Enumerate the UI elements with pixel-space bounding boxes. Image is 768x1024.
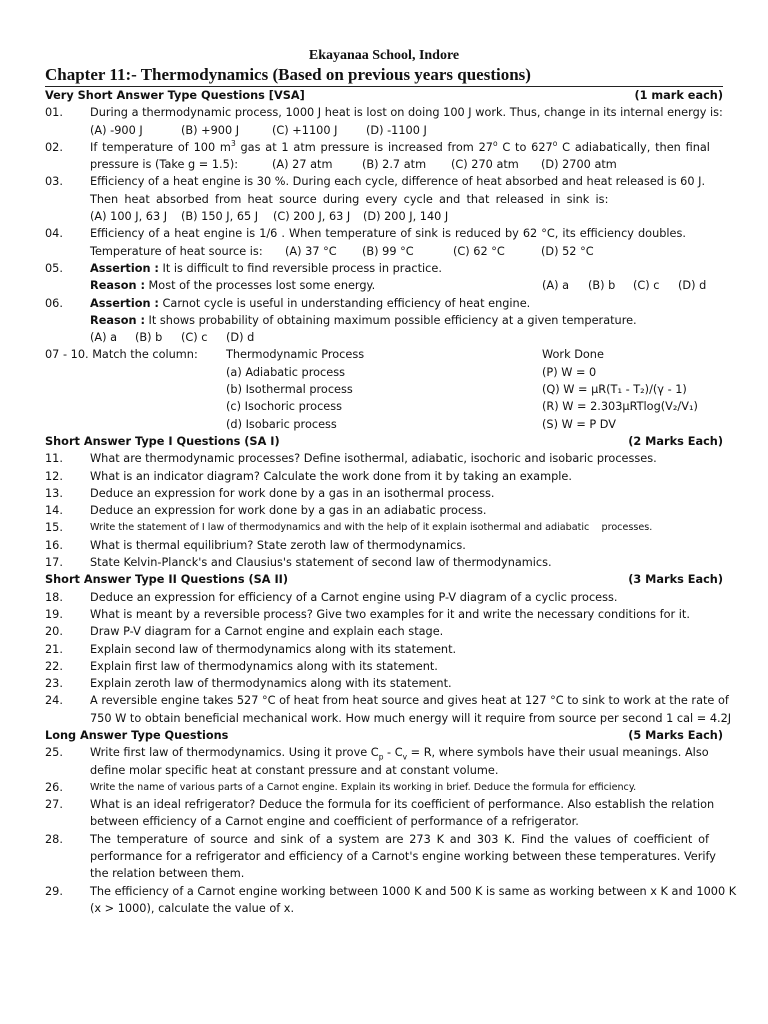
column-heading: Thermodynamic Process <box>226 348 365 362</box>
question-number: 16. <box>45 538 63 552</box>
question-text: What is thermal equilibrium? State zeroth law of thermodynamics. <box>90 538 466 552</box>
list-item: (a) Adiabatic process <box>226 365 345 379</box>
assertion: Assertion : Carnot cycle is useful in understanding efficiency of heat engine. <box>90 296 531 310</box>
question-number: 23. <box>45 677 63 691</box>
options <box>90 329 723 346</box>
question-04 <box>45 225 723 260</box>
question-text: Explain first law of thermodynamics along with its statement. <box>90 659 438 673</box>
section-marks: (2 Marks Each) <box>628 434 723 448</box>
question-17 <box>45 554 723 571</box>
section-title: Short Answer Type I Questions (SA I) <box>45 434 280 448</box>
question-03 <box>45 173 723 225</box>
question-number: 15. <box>45 521 63 535</box>
question-text-cont: define molar specific heat at constant pressure and at constant volume. <box>90 763 499 777</box>
question-number: 20. <box>45 625 63 639</box>
question-text: What are thermodynamic processes? Define isothermal, adiabatic, isochoric and isobaric processes. <box>90 452 657 466</box>
option-b: (B) b <box>135 331 163 345</box>
option-c: (C) 62 °C <box>453 244 505 258</box>
question-number: 29. <box>45 884 63 898</box>
question-15 <box>45 519 723 536</box>
question-text: What is an ideal refrigerator? Deduce the formula for its coefficient of performance. Also establish the relation <box>90 798 715 812</box>
section-heading-sa1 <box>45 433 723 450</box>
question-number: 18. <box>45 590 63 604</box>
question-text: What is meant by a reversible process? Give two examples for it and write the necessary conditions for it. <box>90 607 690 621</box>
option-d: (D) 2700 atm <box>541 158 617 172</box>
option-d: (D) d <box>226 331 255 345</box>
question-01 <box>45 104 723 139</box>
worksheet-page <box>45 47 737 917</box>
question-number: 22. <box>45 659 63 673</box>
question-text: Explain second law of thermodynamics along with its statement. <box>90 642 457 656</box>
question-21 <box>45 641 723 658</box>
option-a: (A) a <box>542 279 570 293</box>
option-d: (D) -1100 J <box>366 123 427 137</box>
section-heading-sa2 <box>45 571 723 588</box>
chapter-title: Chapter 11:- Thermodynamics (Based on previous years questions) <box>45 65 531 84</box>
section-marks: (3 Marks Each) <box>628 573 723 587</box>
question-number: 11. <box>45 452 63 466</box>
question-text: A reversible engine takes 527 °C of heat from heat source and gives heat at 127 °C to sink to work at the rate of <box>90 694 729 708</box>
reason: Reason : It shows probability of obtaining maximum possible efficiency at a given temperature. <box>90 313 637 327</box>
question-13 <box>45 485 723 502</box>
section-heading-vsa <box>45 87 723 104</box>
option-a: (A) -900 J <box>90 123 143 137</box>
question-text-cont: 750 W to obtain beneficial mechanical work. How much energy will it require from source per second 1 cal = 4.2J <box>90 711 732 725</box>
list-item: (S) W = P DV <box>542 417 617 431</box>
question-text: What is an indicator diagram? Calculate the work done from it by taking an example. <box>90 469 572 483</box>
question-number: 19. <box>45 607 63 621</box>
question-23 <box>45 675 723 692</box>
question-number: 17. <box>45 556 63 570</box>
option-c: (C) c <box>633 279 660 293</box>
question-text: State Kelvin-Planck's and Clausius's statement of second law of thermodynamics. <box>90 556 552 570</box>
section-heading-la <box>45 727 723 744</box>
option-c: (C) 270 atm <box>451 158 519 172</box>
question-text-cont: Then heat absorbed from heat source during every cycle and that released in sink is: <box>90 192 609 206</box>
question-text-cont: the relation between them. <box>90 867 245 881</box>
question-22 <box>45 658 723 675</box>
question-number: 12. <box>45 469 63 483</box>
question-number: 06. <box>45 296 63 310</box>
list-item: (Q) W = μR(T₁ - T₂)/(γ - 1) <box>542 383 687 397</box>
question-text: Explain zeroth law of thermodynamics along with its statement. <box>90 677 452 691</box>
column-heading: Work Done <box>542 348 604 362</box>
question-text: Write the name of various parts of a Carnot engine. Explain its working in brief. Deduce the formula for efficiency. <box>90 781 637 793</box>
assertion: Assertion : It is difficult to find reversible process in practice. <box>90 261 442 275</box>
question-25 <box>45 744 723 779</box>
section-marks: (1 mark each) <box>634 89 723 102</box>
question-number: 28. <box>45 832 63 846</box>
question-text: Write first law of thermodynamics. Using it prove $C_p - C_v = R$, where symbols have their usual meanings. Also <box>90 746 709 762</box>
question-number: 01. <box>45 106 63 120</box>
question-text: Efficiency of a heat engine is 30 %. During each cycle, difference of heat absorbed and heat released is 60 J. <box>90 175 706 189</box>
process-column <box>226 346 542 432</box>
question-29 <box>45 883 737 918</box>
option-a: (A) 100 J, 63 J <box>90 210 168 224</box>
question-26 <box>45 779 723 796</box>
options <box>90 208 723 225</box>
option-c: (C) 200 J, 63 J <box>273 210 351 224</box>
question-06 <box>45 295 723 347</box>
question-text: Deduce an expression for efficiency of a Carnot engine using P-V diagram of a cyclic process. <box>90 590 618 604</box>
question-24 <box>45 692 732 727</box>
option-b: (B) +900 J <box>181 123 240 137</box>
question-16 <box>45 537 723 554</box>
question-number: 07 - 10. Match the column: <box>45 348 198 362</box>
list-item: (c) Isochoric process <box>226 400 343 414</box>
option-d: (D) d <box>678 279 707 293</box>
list-item: (b) Isothermal process <box>226 383 353 397</box>
question-text-cont: between efficiency of a Carnot engine and coefficient of performance of a refrigerator. <box>90 815 579 829</box>
list-item: (d) Isobaric process <box>226 417 337 431</box>
reason: Reason : Most of the processes lost some energy. (A) a (B) b (C) c (D) d <box>90 277 723 294</box>
question-number: 14. <box>45 504 63 518</box>
list-item: (R) W = 2.303μRTlog(V₂/V₁) <box>542 400 698 414</box>
option-a: (A) a <box>90 331 118 345</box>
question-text: The temperature of source and sink of a system are 273 K and 303 K. Find the values of coefficient of <box>90 832 710 846</box>
question-12 <box>45 468 723 485</box>
question-05 <box>45 260 723 295</box>
question-19 <box>45 606 723 623</box>
question-text: Deduce an expression for work done by a gas in an isothermal process. <box>90 486 495 500</box>
option-c: (C) +1100 J <box>272 123 338 137</box>
section-title: Long Answer Type Questions <box>45 728 229 742</box>
question-text: Write the statement of I law of thermodynamics and with the help of it explain isothermal and adiabatic processes. <box>90 522 653 534</box>
question-number: 21. <box>45 642 63 656</box>
option-b: (B) 2.7 atm <box>362 158 427 172</box>
question-number: 24. <box>45 694 63 708</box>
question-number: 03. <box>45 175 63 189</box>
option-a: (A) 27 atm <box>272 158 333 172</box>
list-item: (P) W = 0 <box>542 365 597 379</box>
option-c: (C) c <box>181 331 208 345</box>
section-title: Short Answer Type II Questions (SA II) <box>45 573 289 587</box>
question-text: During a thermodynamic process, 1000 J heat is lost on doing 100 J work. Thus, change in its internal energy is: <box>90 106 723 120</box>
question-18 <box>45 589 723 606</box>
option-b: (B) 99 °C <box>362 244 414 258</box>
option-a: (A) 37 °C <box>285 244 337 258</box>
question-text: Efficiency of a heat engine is 1/6 . When temperature of sink is reduced by 62 °C, its efficiency doubles. <box>90 227 686 241</box>
options <box>90 122 723 139</box>
question-14 <box>45 502 723 519</box>
question-28 <box>45 831 723 883</box>
question-27 <box>45 796 723 831</box>
question-11 <box>45 450 723 467</box>
question-text: If temperature of 100 $m^3$ gas at 1 atm pressure is increased from 27$^o$ C to 627$^o$ C adiabatically, then final <box>90 139 710 154</box>
option-b: (B) 150 J, 65 J <box>181 210 259 224</box>
question-text-cont: (x > 1000), calculate the value of x. <box>90 901 295 915</box>
question-number: 26. <box>45 780 63 794</box>
question-number: 05. <box>45 261 63 275</box>
question-02 <box>45 139 723 174</box>
question-number: 13. <box>45 486 63 500</box>
section-marks: (5 Marks Each) <box>628 728 723 742</box>
options: pressure is (Take g = 1.5): (A) 27 atm (B) 2.7 atm (C) 270 atm (D) 2700 atm <box>90 156 723 173</box>
option-b: (B) b <box>588 279 616 293</box>
question-20 <box>45 623 723 640</box>
question-number: 25. <box>45 746 63 760</box>
question-number: 02. <box>45 140 63 154</box>
option-d: (D) 200 J, 140 J <box>363 210 449 224</box>
question-text: Deduce an expression for work done by a gas in an adiabatic process. <box>90 504 487 518</box>
options: Temperature of heat source is: (A) 37 °C (B) 99 °C (C) 62 °C (D) 52 °C <box>90 243 723 260</box>
question-text: Draw P-V diagram for a Carnot engine and explain each stage. <box>90 625 444 639</box>
question-number: 04. <box>45 227 63 241</box>
question-text: The efficiency of a Carnot engine working between 1000 K and 500 K is same as working between x K and 1000 K <box>90 884 737 898</box>
school-name: Ekayanaa School, Indore <box>308 48 460 63</box>
question-text-cont: performance for a refrigerator and efficiency of a Carnot's engine working between these temperatures. Verify <box>90 850 716 864</box>
work-done-column <box>542 346 723 432</box>
question-number: 27. <box>45 798 63 812</box>
match-the-column <box>45 346 723 432</box>
option-d: (D) 52 °C <box>541 244 594 258</box>
section-title: Very Short Answer Type Questions [VSA] <box>45 89 305 102</box>
